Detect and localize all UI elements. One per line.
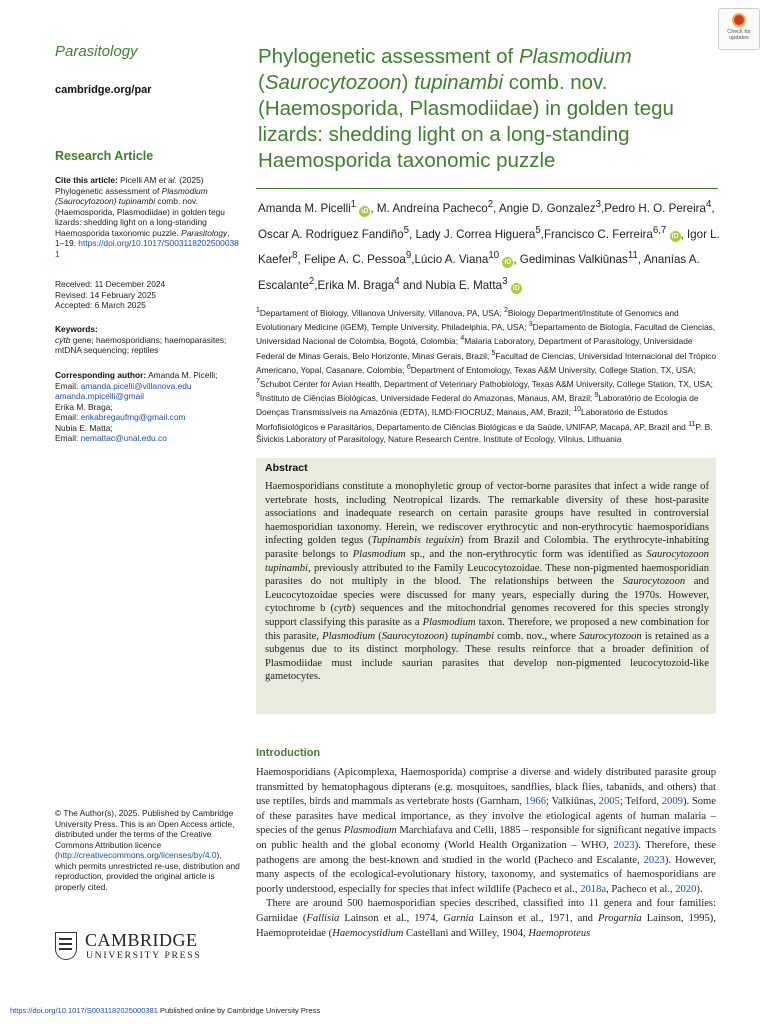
article-title: [258, 44, 698, 174]
body-segment: ). Some of these parasites have medical importance, as they involve the etiological agents of human malaria – species of the genus: [256, 796, 716, 837]
check-updates-label: Check for updates: [727, 29, 751, 41]
abstract-segment: Saurocytozoon: [622, 576, 686, 588]
author-affiliation-number: 8: [292, 250, 298, 262]
citation-link[interactable]: 2020: [675, 883, 697, 895]
body-segment: Garnia: [443, 912, 474, 924]
orcid-icon[interactable]: iD: [671, 233, 679, 241]
author-affiliation-number: 3: [595, 199, 601, 210]
accepted-date: Accepted: 6 March 2025: [55, 300, 146, 310]
abstract-segment: Haemosporidians constitute a monophyletic group of vector-borne parasites that infect a wide range of vertebrate hosts, including Neotropical lizards. The remarkable diversity of these host-parasite associations and inadequate research on certain parasite groups have resulted in controversial haemosporidian taxonomy. Herein, we rediscover erythrocytic and non-erythrocytic haemosporidians infecting golden tegus (: [265, 481, 709, 547]
affiliation-text: Department of Entomology, Texas A&M University, College Station, TX, USA;: [410, 364, 696, 375]
author-affiliation-number: 1: [350, 199, 357, 210]
corresponding-block: [55, 370, 240, 444]
affiliation-number: 8: [256, 392, 260, 400]
keywords-label: Keywords:: [55, 324, 98, 334]
abstract-segment: Plasmodium: [352, 548, 406, 560]
author-affiliation-number: 4: [394, 275, 400, 287]
title-divider: [256, 188, 718, 189]
author-separator: ,: [513, 252, 520, 266]
email-label-3: Email:: [55, 433, 81, 443]
author-separator: ,: [600, 201, 605, 215]
body-segment: ; Telford,: [619, 796, 662, 808]
body-segment: Haemocystidium: [332, 927, 404, 939]
affiliation-text: P. B. Šivickis Laboratory of Parasitology, Nature Research Centre, Institute of Ecology, Vilnius, Lithuania: [256, 421, 713, 444]
author-separator: ,: [370, 201, 377, 215]
title-part: (: [258, 71, 265, 94]
copyright-text-2: ), which permits unrestricted re-use, distribution and reproduction, provided the original article is properly cited.: [55, 850, 240, 892]
keywords-text: gene; haemosporidians; haemoparasites; mtDNA sequencing; reptiles: [55, 334, 227, 355]
orcid-icon[interactable]: iD: [361, 207, 369, 215]
cambridge-logo: [55, 932, 225, 964]
cambridge-shield-icon: [55, 932, 77, 960]
abstract-segment: , previously attributed to the Family Leucocytozoidae. These non-pigmented haemosporidian parasites do not multiply in the blood. The relationships between the: [265, 562, 709, 588]
affiliation-text: Departamento de Biología, Facultad de Ciencias, Universidad Nacional de Colombia, Bogotá, Colombia;: [256, 322, 716, 347]
email-label-2: Email:: [55, 412, 81, 422]
affiliation-number: 4: [460, 335, 465, 343]
cite-authors: Picelli AM: [120, 175, 159, 185]
author-name: Erika M. Braga: [317, 278, 395, 292]
affiliation-number: 3: [528, 321, 533, 329]
citation-link[interactable]: 2005: [598, 796, 620, 808]
keyword-cytb: cytb: [55, 334, 71, 345]
author-affiliation-number: 10: [488, 250, 500, 262]
author-affiliation-number: 9: [405, 250, 412, 262]
author-name: Oscar A. Rodriguez Fandiño: [258, 227, 404, 241]
body-segment: Lainson et al., 1971, and: [473, 912, 598, 924]
affiliation-number: 5: [491, 349, 496, 357]
body-segment: , Pacheco et al.,: [606, 883, 676, 895]
author-affiliation-number: 2: [487, 199, 494, 210]
abstract-segment: taxon. Therefore, we proposed a new combination for this parasite,: [265, 616, 709, 642]
affiliation-number: 11: [688, 420, 696, 428]
affiliation-number: 7: [256, 378, 260, 386]
body-segment: Lainson et al., 1974,: [339, 912, 444, 924]
abstract-segment: Saurocytozoon tupinambi: [265, 548, 709, 574]
revised-date: Revised: 14 February 2025: [55, 289, 157, 300]
author-separator: ,: [711, 201, 715, 215]
publisher-subname: UNIVERSITY PRESS: [86, 950, 202, 961]
cite-doi-link[interactable]: https://doi.org/10.1017/S0031182025000381: [55, 238, 239, 259]
abstract-segment: comb. nov., where: [494, 630, 580, 642]
introduction-heading: Introduction: [256, 747, 321, 759]
abstract-segment: and Leucocytozoidae species were discussed for many years, especially during the 1970s. However, cytochrome b (: [265, 576, 710, 615]
affiliation-number: 9: [594, 392, 599, 400]
email-link-1b[interactable]: amanda.mpicelli@gmail: [55, 391, 145, 401]
title-part: Plasmodium: [518, 45, 632, 68]
abstract-segment: Plasmodium: [322, 630, 376, 642]
keywords-block: [55, 324, 240, 356]
corresponding-label: Corresponding author:: [55, 370, 147, 380]
affiliation-number: 2: [503, 307, 508, 314]
affiliation-text: Laboratório de Ecologia de Doenças Transmissíveis na Amazônia (EDTA), ILMD-FIOCRUZ, Manaus, AM, Brazil;: [256, 393, 699, 418]
intro-paragraph-2: [256, 897, 716, 941]
body-segment: Progarnia: [597, 912, 642, 924]
body-segment: Haemoproteus: [528, 927, 591, 939]
author-separator: ,: [540, 227, 544, 241]
author-separator: ,: [637, 252, 644, 266]
cite-journal: Parasitology: [181, 227, 228, 238]
footer-doi-link[interactable]: https://doi.org/10.1017/S0031182025000381: [10, 1006, 158, 1015]
corresponding-name-3: Nubia E. Matta;: [55, 422, 113, 433]
abstract-segment: ) sequences and the mitochondrial genomes recovered for this species strongly support classifying this parasite as a: [265, 603, 709, 628]
affiliation-text: Instituto de Ciências Biológicas, Universidade Federal do Amazonas, Manaus, AM, Brazil;: [259, 393, 595, 404]
author-name: M. Andreína Pacheco: [376, 201, 488, 215]
body-segment: Fallisia: [306, 912, 340, 924]
affiliation-text: Laboratório de Estudos Morfofisiológicos e Parasitários, Departamento de Ciências Biológicas e da Saúde, UNIFAP, Macapá, AP, Brazil and: [256, 407, 689, 432]
author-affiliation-number: 5: [535, 224, 541, 236]
title-part: tupinambi: [414, 71, 504, 94]
author-name: Amanda M. Picelli: [258, 201, 351, 215]
intro-paragraph-1: [256, 766, 716, 897]
body-segment: Lainson, 1995), Haemoproteidae (: [256, 912, 716, 939]
corresponding-name-2: Erika M. Braga;: [55, 401, 113, 412]
abstract-segment: Saurocytozoon: [381, 630, 445, 642]
body-segment: ). However, many aspects of the ecological-evolutionary history, taxonomy, and systematics of haemosporidians are poorly understood, especially for species that infect wildlife (Pacheco et al.,: [256, 854, 716, 895]
author-separator: ,: [680, 227, 687, 241]
body-segment: ; Valkiūnas,: [546, 796, 599, 808]
body-segment: ). Therefore, these pathogens are among the best-known and studied in the world (Pacheco and Escalante,: [256, 839, 717, 866]
check-for-updates-badge[interactable]: [718, 8, 760, 50]
author-name: Nubia E. Matta: [425, 278, 503, 292]
title-part: ): [401, 71, 415, 94]
crossmark-icon: [732, 13, 746, 27]
cite-pages: , 1–19.: [55, 227, 230, 248]
abstract-heading: Abstract: [265, 462, 308, 474]
abstract-segment: ): [444, 630, 452, 642]
author-affiliation-number: 4: [706, 199, 712, 210]
author-name: Lady J. Correa Higuera: [415, 227, 536, 241]
affiliation-text: Schubot Center for Avian Health, Department of Veterinary Pathobiology, Texas A&M University, College Station, TX, USA;: [259, 378, 713, 389]
author-separator: ,: [409, 227, 416, 241]
cite-label: Cite this article:: [55, 175, 118, 185]
orcid-icon[interactable]: iD: [504, 258, 512, 266]
author-affiliation-number: 6,7: [652, 224, 667, 236]
received-date: Received: 11 December 2024: [55, 279, 166, 289]
affiliation-text: Biology Department/Institute of Genomics and Evolutionary Medicine (iGEM), Temple University, Philadelphia, PA, USA;: [256, 307, 679, 332]
email-label-1: Email:: [55, 380, 81, 391]
citation-link[interactable]: 2023: [613, 839, 635, 851]
copyright-notice: [55, 808, 240, 892]
cite-subgenus: (Saurocytozoon) tupinambi: [55, 196, 156, 206]
author-name: Gediminas Valkiūnas: [519, 252, 628, 266]
email-link-2[interactable]: erikabregaufmg@gmail.com: [80, 412, 186, 422]
journal-website[interactable]: cambridge.org/par: [55, 84, 152, 96]
author-name: Lúcio A. Viana: [414, 252, 489, 266]
corresponding-name-1: Amanda M. Picelli;: [146, 370, 218, 380]
affiliation-number: 1: [256, 307, 260, 314]
citation-link[interactable]: 2009: [661, 796, 683, 808]
citation-link[interactable]: 1966: [524, 796, 546, 808]
body-segment: Haemosporidians (Apicomplexa, Haemosporida) comprise a diverse and widely distributed parasite group transmitted by hematophagous dipterans (e.g. mosquitoes, sandflies, black flies, tabanids, and others) that use reptiles, birds and mammals as vertebrate hosts (Garnham,: [256, 767, 716, 808]
title-part: Saurocytozoon: [264, 71, 402, 94]
author-separator: and: [399, 278, 426, 292]
abstract-segment: (: [375, 630, 382, 642]
email-link-3[interactable]: nemattac@unal.edu.co: [80, 433, 167, 443]
cite-etal: et al.: [158, 175, 177, 185]
title-part: comb. nov. (Haemosporida, Plasmodiidae) in golden tegu lizards: shedding light on a long-standing Haemosporida taxonomic puzzle: [258, 71, 674, 172]
cite-genus: Plasmodium: [161, 185, 208, 196]
title-part: Phylogenetic assessment of: [258, 45, 519, 68]
abstract-segment: Plasmodium: [422, 616, 476, 628]
author-name: Felipe A. C. Pessoa: [304, 252, 406, 266]
journal-name: Parasitology: [55, 43, 138, 60]
affiliation-text: Malaria Laboratory, Department of Parasitology, Universidade Federal de Minas Gerais, Belo Horizonte, Minas Gerais, Brazil;: [256, 336, 693, 361]
affiliations: [256, 305, 718, 445]
body-segment: Plasmodium: [343, 825, 397, 837]
body-segment: Marchiafava and Celli, 1885 – responsible for significant negative impacts on public health and the global economy (World Health Organization – WHO,: [256, 825, 716, 851]
author-separator: ,: [314, 278, 318, 292]
email-link-1[interactable]: amanda.picelli@villanova.edu: [80, 380, 192, 391]
abstract-segment: is retained as a subgenus due to its distinct morphology. These results reinforce that a broader definition of Plasmodiidae must include saurian parasites that develop non-pigmented leucocytozoid-like gametocytes.: [265, 630, 709, 683]
abstract-segment: ) from Brazil and Colombia. The erythrocyte-inhabiting parasite belongs to: [265, 535, 709, 560]
citation-block: [55, 175, 240, 259]
author-separator: ,: [297, 252, 304, 266]
abstract-text: [265, 480, 709, 684]
affiliation-number: 10: [573, 406, 582, 414]
body-segment: ).: [696, 883, 703, 895]
citation-link[interactable]: 2023: [643, 854, 665, 866]
author-affiliation-number: 5: [403, 224, 410, 236]
author-name: Ananías A. Escalante: [258, 252, 700, 292]
page-footer: [10, 1006, 320, 1015]
author-name: Angie D. Gonzalez: [498, 201, 596, 215]
abstract-segment: sp., and the non-erythrocytic form was identified as: [405, 548, 647, 560]
author-name: Igor L. Kaefer: [258, 227, 720, 266]
abstract-segment: tupinambi: [451, 630, 495, 642]
author-separator: ,: [493, 201, 499, 215]
abstract-segment: Saurocytozoon: [579, 630, 642, 642]
cite-year: (2025) Phylogenetic assessment of: [55, 175, 204, 196]
author-affiliation-number: 2: [308, 275, 315, 287]
abstract-segment: Tupinambis teguixin: [371, 535, 460, 547]
abstract-segment: cytb: [334, 603, 352, 615]
body-segment: Castellani and Willey, 1904,: [403, 927, 529, 939]
author-list: [258, 194, 720, 296]
orcid-icon[interactable]: iD: [512, 284, 520, 292]
author-affiliation-number: 3: [502, 275, 508, 287]
cite-rest: comb. nov. (Haemosporida, Plasmodiidae) in golden tegu lizards: shedding light on a long-standing Haemosporida taxonomic puzzle.: [55, 196, 225, 238]
article-type: Research Article: [55, 149, 154, 163]
author-name: Pedro H. O. Pereira: [604, 201, 706, 215]
affiliation-text: Departament of Biology, Villanova University, Villanova, PA, USA;: [259, 307, 504, 318]
dates-block: [55, 279, 240, 311]
publisher-name: CAMBRIDGE: [85, 930, 198, 950]
affiliation-text: Facultad de Ciencias, Universidad Internacional del Trópico Americano, Yopal, Casanare, Colombia;: [256, 350, 717, 375]
footer-text: Published online by Cambridge University Press: [157, 1006, 321, 1015]
author-affiliation-number: 11: [627, 250, 638, 262]
affiliation-number: 6: [406, 363, 411, 371]
author-separator: ,: [411, 252, 415, 266]
citation-link[interactable]: 2018a: [580, 883, 607, 895]
license-link[interactable]: http://creativecommons.org/licenses/by/4.0: [57, 850, 217, 860]
introduction-body: [256, 766, 716, 941]
body-segment: There are around 500 haemosporidian species described, classified into 11 genera and four families: Garniidae (: [256, 898, 716, 924]
copyright-text-1: © The Author(s), 2025. Published by Cambridge University Press. This is an Open Access article, distributed under the terms of the Creative Commons Attribution licence (: [55, 808, 235, 860]
author-name: Francisco C. Ferreira: [543, 227, 653, 241]
